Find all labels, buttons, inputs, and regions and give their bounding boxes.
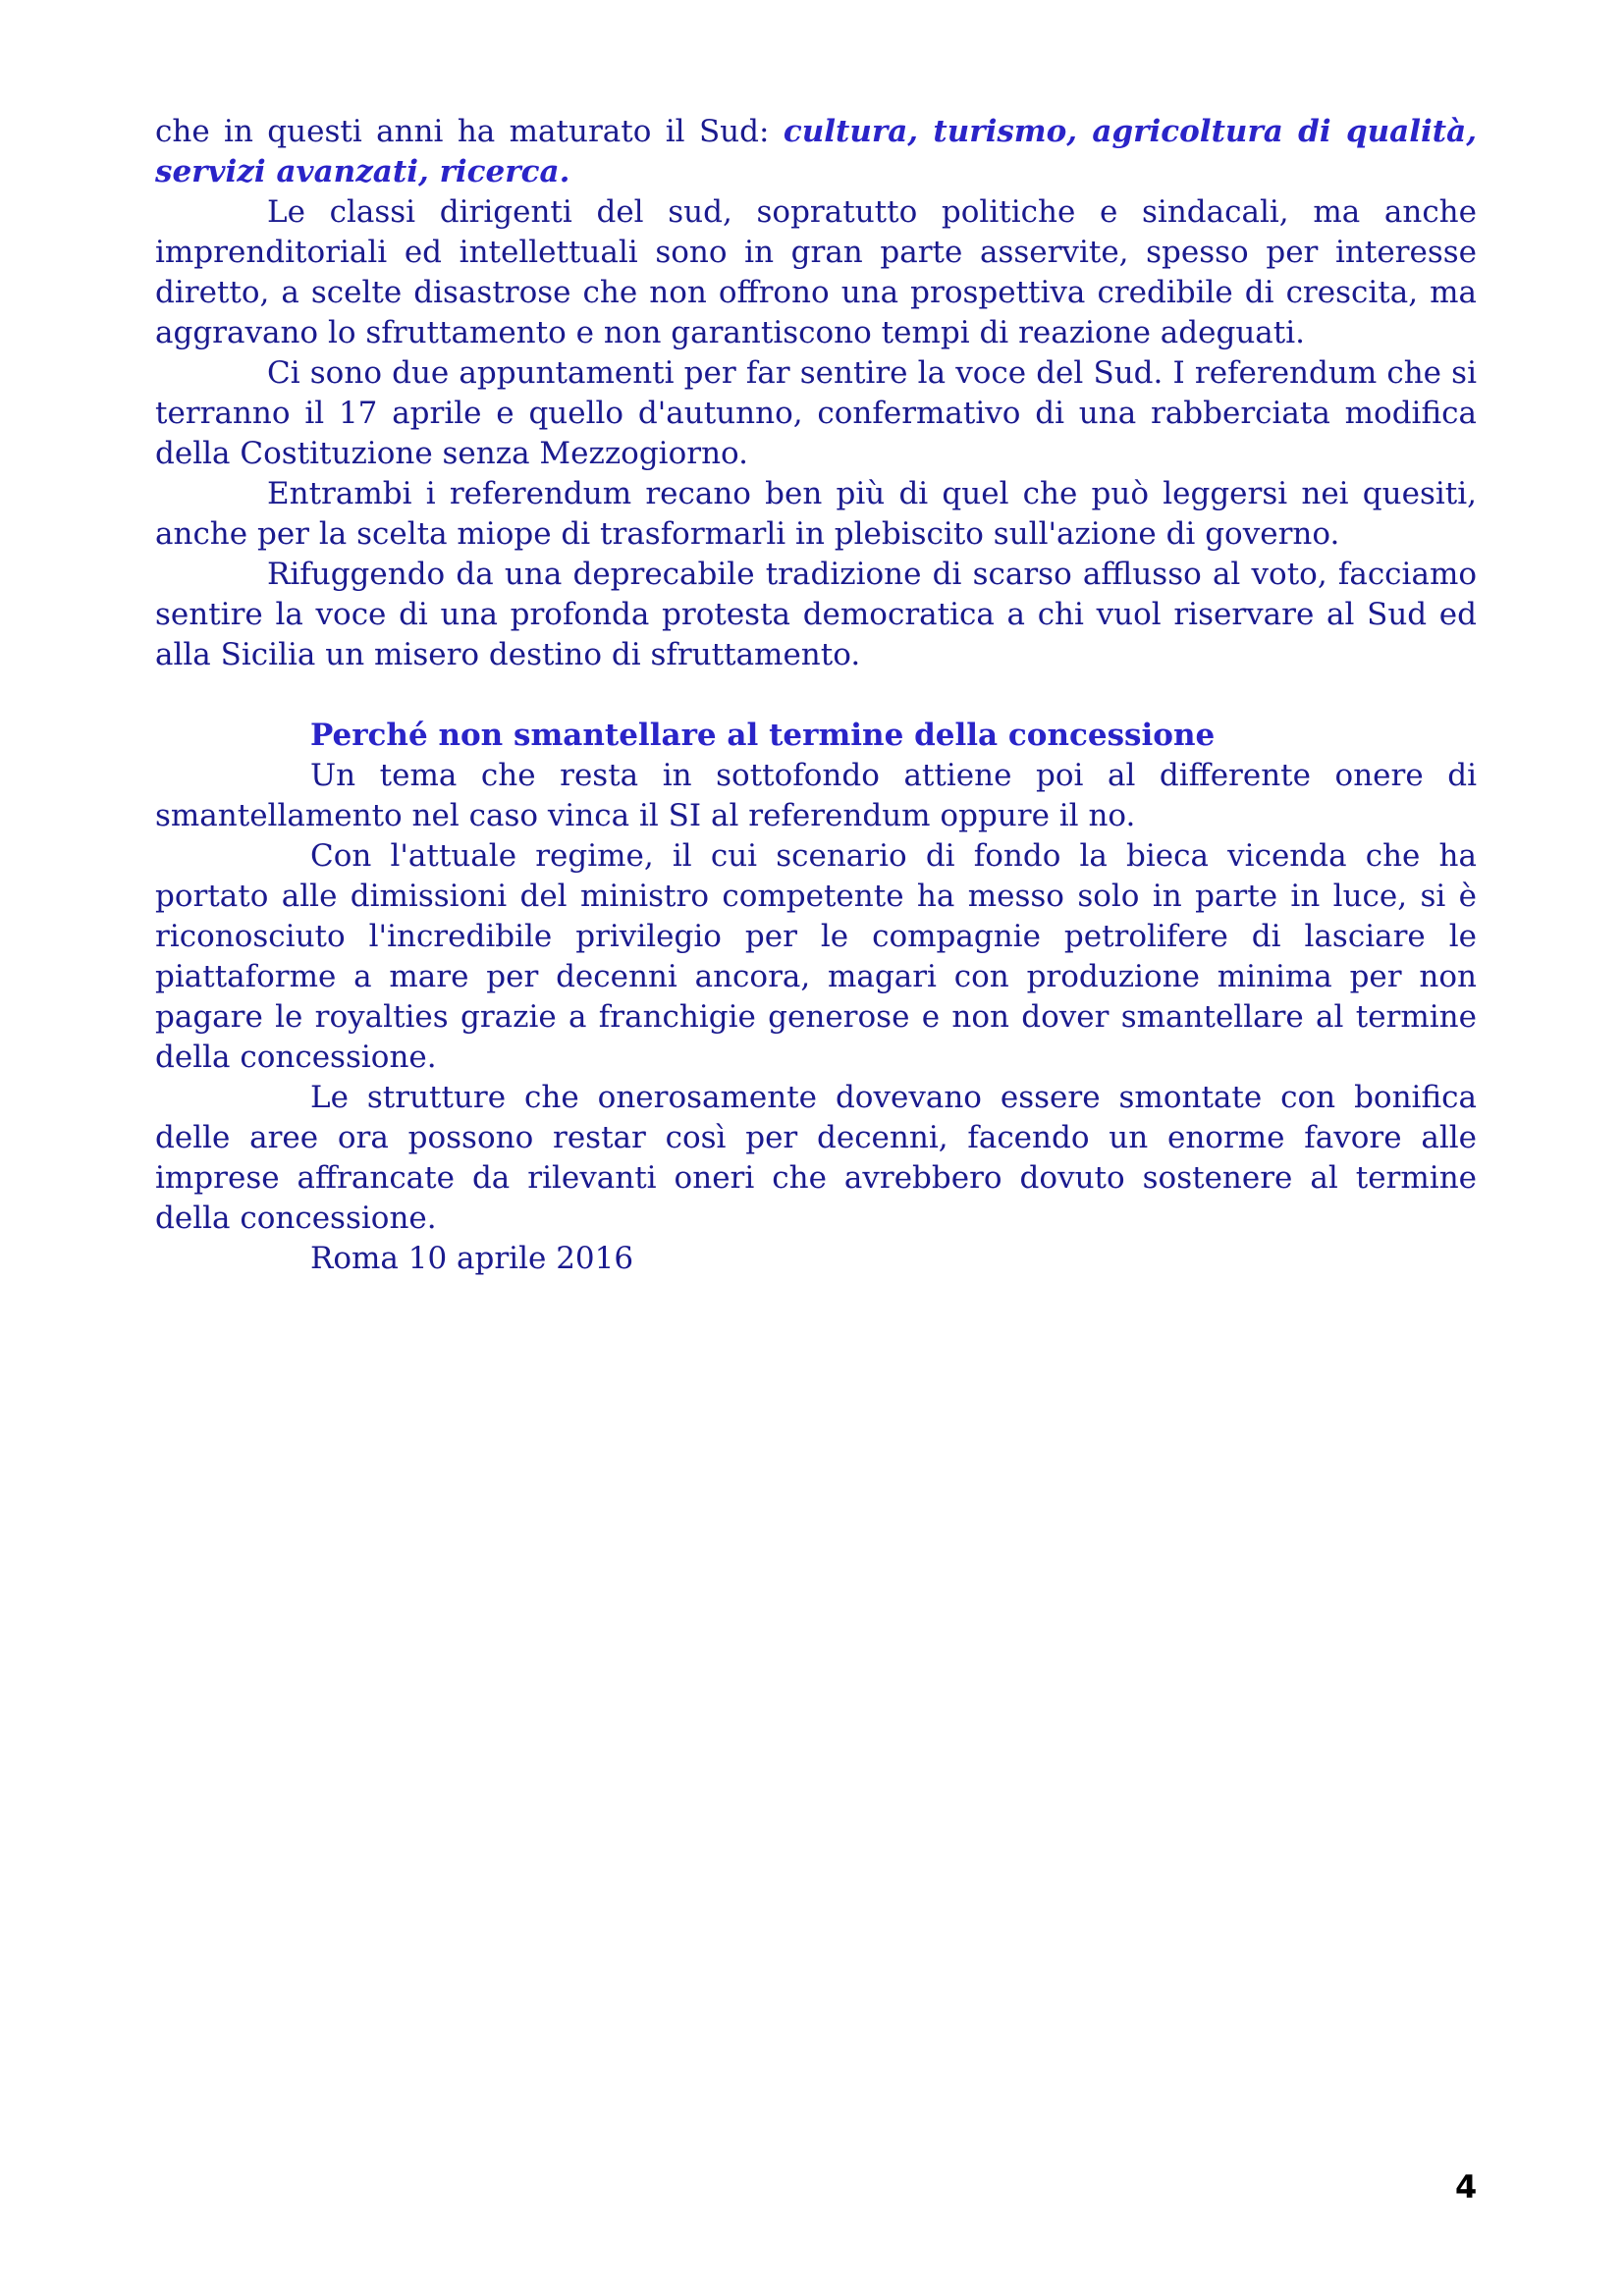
page-number: 4 [1455,2168,1478,2206]
document-body [155,112,1477,1279]
paragraph-strutture: Le strutture che onerosamente dovevano essere smontate con bonifica delle aree ora possono restar così per decenni, facendo un enorme favore alle imprese affrancate da rilevanti oneri che avrebbero dovuto sostenere al termine della concessione. [155,1080,1477,1236]
paragraph-classi-dirigenti: Le classi dirigenti del sud, sopratutto politiche e sindacali, ma anche imprenditoriali ed intellettuali sono in gran parte asservite, spesso per interesse diretto, a scelte disastrose che non offrono una prospettiva credibile di crescita, ma aggravano lo sfruttamento e non garantiscono tempi di reazione adeguati. [155,194,1477,350]
paragraph-intro [155,112,1477,192]
paragraph-regime: Con l'attuale regime, il cui scenario di fondo la bieca vicenda che ha portato alle dimissioni del ministro competente ha messo solo in parte in luce, si è riconosciuto l'incredibile privilegio per le compagnie petrolifere di lasciare le piattaforme a mare per decenni ancora, magari con produzione minima per non pagare le royalties grazie a franchigie generose e non dover smantellare al termine della concessione. [155,838,1477,1075]
dateline: Roma 10 aprile 2016 [310,1241,634,1276]
paragraph-rifuggendo: Rifuggendo da una deprecabile tradizione di scarso afflusso al voto, facciamo sentire la voce di una profonda protesta democratica a chi vuol riservare al Sud ed alla Sicilia un misero destino di sfruttamento. [155,557,1477,672]
paragraph-intro-text: che in questi anni ha maturato il Sud: [155,114,784,149]
paragraph-tema: Un tema che resta in sottofondo attiene poi al differente onere di smantellamento nel caso vinca il SI al referendum oppure il no. [155,758,1477,833]
paragraph-appuntamenti: Ci sono due appuntamenti per far sentire la voce del Sud. I referendum che si terranno il 17 aprile e quello d'autunno, confermativo di una rabberciata modifica della Costituzione senza Mezzogiorno. [155,355,1477,471]
paragraph-referendum: Entrambi i referendum recano ben più di quel che può leggersi nei quesiti, anche per la scelta miope di trasformarli in plebiscito sull'azione di governo. [155,476,1477,552]
section-heading: Perché non smantellare al termine della concessione [310,718,1216,753]
emphasis-text: cultura, turismo, agricoltura di qualità, servizi avanzati, ricerca. [155,114,1477,189]
